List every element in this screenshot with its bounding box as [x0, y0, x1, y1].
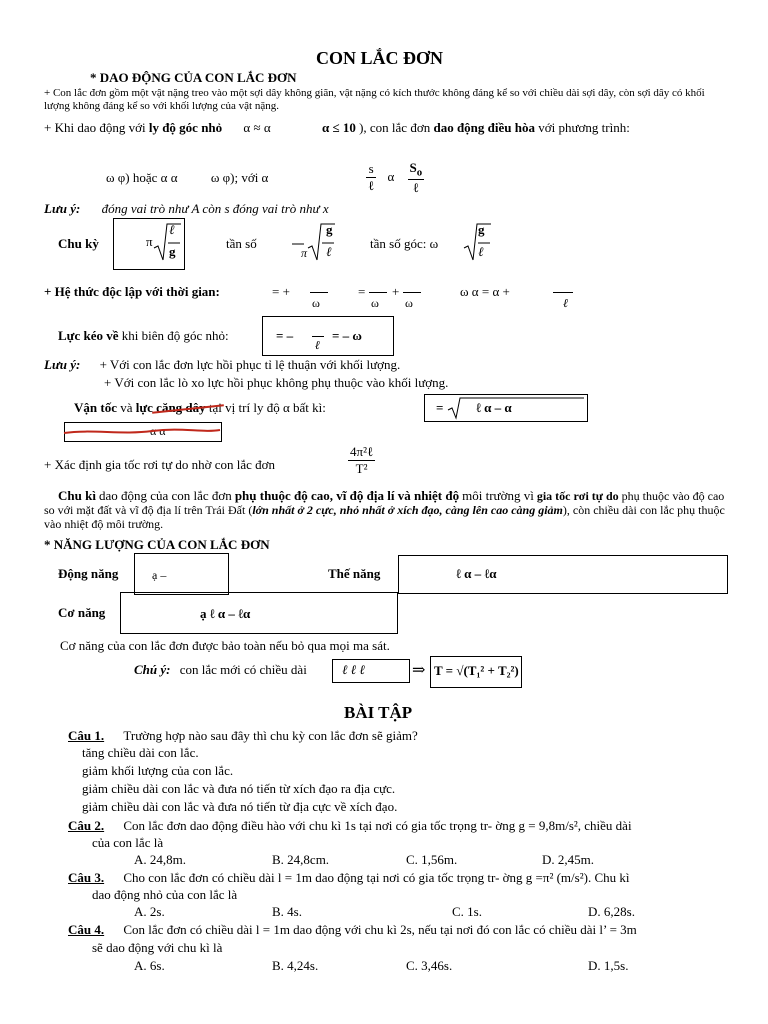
definition-paragraph: + Con lắc đơn gồm một vật nặng treo vào một sợi dây không giãn, vật nặng có kích thước không đáng kể so với chiều dài sợi dây, còn sợi dây có khối lượng không đáng kể so với khối lượng của vật nặng.	[44, 87, 705, 112]
independent-relation-p3: +	[392, 284, 400, 299]
period-den: g	[169, 244, 176, 259]
note-1: Lưu ý: đóng vai trò như A còn s đóng vai trò như x	[44, 201, 329, 216]
frequency-label: tần số	[226, 236, 257, 251]
frequency-num: g	[326, 222, 333, 237]
l-den: ℓ	[563, 296, 568, 310]
tension-formula: α α	[150, 424, 166, 438]
q1-option[interactable]: giảm chiều dài con lắc và đưa nó tiến từ địa cực về xích đạo.	[82, 799, 398, 814]
fraction-bar	[312, 336, 324, 337]
oscillation-line: + Khi dao động với ly độ góc nhỏ α ≈ α α ≤ 10 ), con lắc đơn dao động điều hòa với phương trình:	[44, 120, 630, 135]
frequency-pi: π	[301, 246, 308, 260]
section-heading-energy: * NĂNG LƯỢNG CỦA CON LẮC ĐƠN	[44, 537, 270, 552]
kinetic-energy-label: Động năng	[58, 566, 119, 581]
question-4-line-2: sẽ dao động với chu kì là	[92, 940, 223, 955]
q3-option-b[interactable]: B. 4s.	[272, 904, 302, 919]
q1-option[interactable]: giảm chiều dài con lắc và đưa nó tiến từ xích đạo ra địa cực.	[82, 781, 396, 796]
independent-relation-p1: = +	[272, 284, 290, 299]
mechanical-energy-formula: ạ ℓ α – ℓα	[200, 606, 251, 621]
exercises-title: BÀI TẬP	[344, 703, 413, 722]
question-3-line-2: dao động nhỏ của con lắc là	[92, 887, 238, 902]
q3-option-c[interactable]: C. 1s.	[452, 904, 482, 919]
red-strike-tension	[62, 420, 222, 442]
mechanical-energy-label: Cơ năng	[58, 605, 106, 620]
q4-option-b[interactable]: B. 4,24s.	[272, 958, 319, 973]
q3-option-d[interactable]: D. 6,28s.	[588, 904, 635, 919]
ratio-s-l: $\frac{s}{\text{ℓ}}$ α $\frac{S_o}{\text{ℓ}}$	[368, 160, 423, 195]
gravity-formula: $\frac{\text{4π²ℓ}}{\text{T²}}$	[350, 444, 374, 476]
velocity-tension-line: Vận tốc và lực căng dây tại vị trí ly độ α bất kì:	[74, 400, 326, 415]
frequency-den: ℓ	[326, 244, 332, 259]
question-4: Câu 4. Con lắc đơn có chiều dài l = 1m dao động với chu kì 2s, nếu tại nơi đó con lắc có chiều dài l’ = 3m	[68, 922, 637, 937]
q1-option[interactable]: giảm khối lượng của con lắc.	[82, 763, 234, 778]
fraction-bar	[403, 292, 421, 293]
q4-option-d[interactable]: D. 1,5s.	[588, 958, 629, 973]
omega-den-1: ω	[312, 296, 320, 310]
q2-option-a[interactable]: A. 24,8m.	[134, 852, 186, 867]
q1-option[interactable]: tăng chiều dài con lắc.	[82, 745, 199, 760]
fraction-bar	[310, 292, 328, 293]
period-pi: π	[146, 234, 153, 249]
angular-den: ℓ	[478, 244, 484, 259]
independent-relation-p4: ω α = α +	[460, 284, 510, 299]
restoring-force-l: ℓ	[315, 338, 321, 352]
independent-relation-p2: =	[358, 284, 366, 299]
implies-arrow: ⇒	[412, 662, 426, 679]
section-heading-oscillation: * DAO ĐỘNG CỦA CON LẮC ĐƠN	[90, 70, 297, 85]
angular-frequency-label: tần số góc: ω	[370, 236, 439, 251]
velocity-sqrt	[446, 396, 586, 420]
period-sum-formula: T = √(T₁² + T₂²)	[434, 663, 519, 678]
fraction-bar	[553, 292, 573, 293]
mechanical-energy-box	[120, 592, 398, 634]
period-num: ℓ	[169, 222, 175, 237]
velocity-equals: =	[436, 400, 444, 415]
length-sum-formula: ℓ ℓ ℓ	[342, 662, 365, 677]
angular-num: g	[478, 222, 485, 237]
angular-frequency-sqrt	[462, 222, 492, 264]
dependence-paragraph: Chu kì dao động của con lắc đơn phụ thuộc độ cao, vĩ độ địa lí và nhiệt độ môi trường vì gia tốc rơi tự do phụ thuộc vào độ cao so với mặt đất và vĩ độ địa lí trên Trái Đất (lớn nhất ở 2 cực, nhỏ nhất ở xích đạo, càng lên cao càng giảm), còn chiều dài con lắc phụ thuộc vào nhiệt độ môi trường.	[44, 488, 725, 531]
period-sqrt-symbol	[152, 222, 182, 264]
q4-option-c[interactable]: C. 3,46s.	[406, 958, 453, 973]
gravity-determination: + Xác định gia tốc rơi tự do nhờ con lắc đơn	[44, 457, 276, 472]
kinetic-energy-box	[134, 553, 229, 595]
motion-equation: ω φ) hoặc α α ω φ); với α	[106, 170, 269, 185]
page-title: CON LẮC ĐƠN	[316, 48, 444, 68]
potential-energy-box	[398, 555, 728, 594]
restoring-force-line: Lực kéo về khi biên độ góc nhỏ:	[58, 328, 229, 343]
question-3: Câu 3. Cho con lắc đơn có chiều dài l = 1m dao động tại nơi có gia tốc trọng tr- ờng g =π² (m/s²). Chu kì	[68, 870, 630, 885]
energy-conserved: Cơ năng của con lắc đơn được bảo toàn nếu bỏ qua mọi ma sát.	[60, 638, 390, 653]
omega-den-3: ω	[405, 296, 413, 310]
independent-relation-label: + Hệ thức độc lập với thời gian:	[44, 284, 220, 299]
period-label: Chu kỳ	[58, 236, 99, 251]
q2-option-c[interactable]: C. 1,56m.	[406, 852, 458, 867]
velocity-formula: ℓ α – α	[476, 400, 512, 415]
potential-energy-formula: ℓ α – ℓα	[456, 566, 497, 581]
potential-energy-label: Thế năng	[328, 566, 381, 581]
question-2: Câu 2. Con lắc đơn dao động điều hào với chu kì 1s tại nơi có gia tốc trọng tr- ờng g = 9,8m/s², chiều dài	[68, 818, 632, 833]
omega-den-2: ω	[371, 296, 379, 310]
q3-option-a[interactable]: A. 2s.	[134, 904, 165, 919]
note-2: Lưu ý: + Với con lắc đơn lực hồi phục tỉ lệ thuận với khối lượng.	[44, 357, 401, 372]
note-3: Chú ý: con lắc mới có chiều dài	[134, 662, 307, 677]
restoring-force-f2: = – ω	[332, 328, 362, 343]
restoring-force-f1: = –	[276, 328, 294, 343]
note-2-line-2: + Với con lắc lò xo lực hồi phục không phụ thuộc vào khối lượng.	[104, 375, 449, 390]
question-1: Câu 1. Trường hợp nào sau đây thì chu kỳ con lắc đơn sẽ giảm?	[68, 728, 418, 743]
kinetic-energy-formula: ạ –	[152, 568, 167, 582]
question-2-line-2: của con lắc là	[92, 835, 164, 850]
q2-option-b[interactable]: B. 24,8cm.	[272, 852, 330, 867]
fraction-bar	[369, 292, 387, 293]
q4-option-a[interactable]: A. 6s.	[134, 958, 165, 973]
q2-option-d[interactable]: D. 2,45m.	[542, 852, 594, 867]
frequency-formula	[290, 222, 346, 264]
